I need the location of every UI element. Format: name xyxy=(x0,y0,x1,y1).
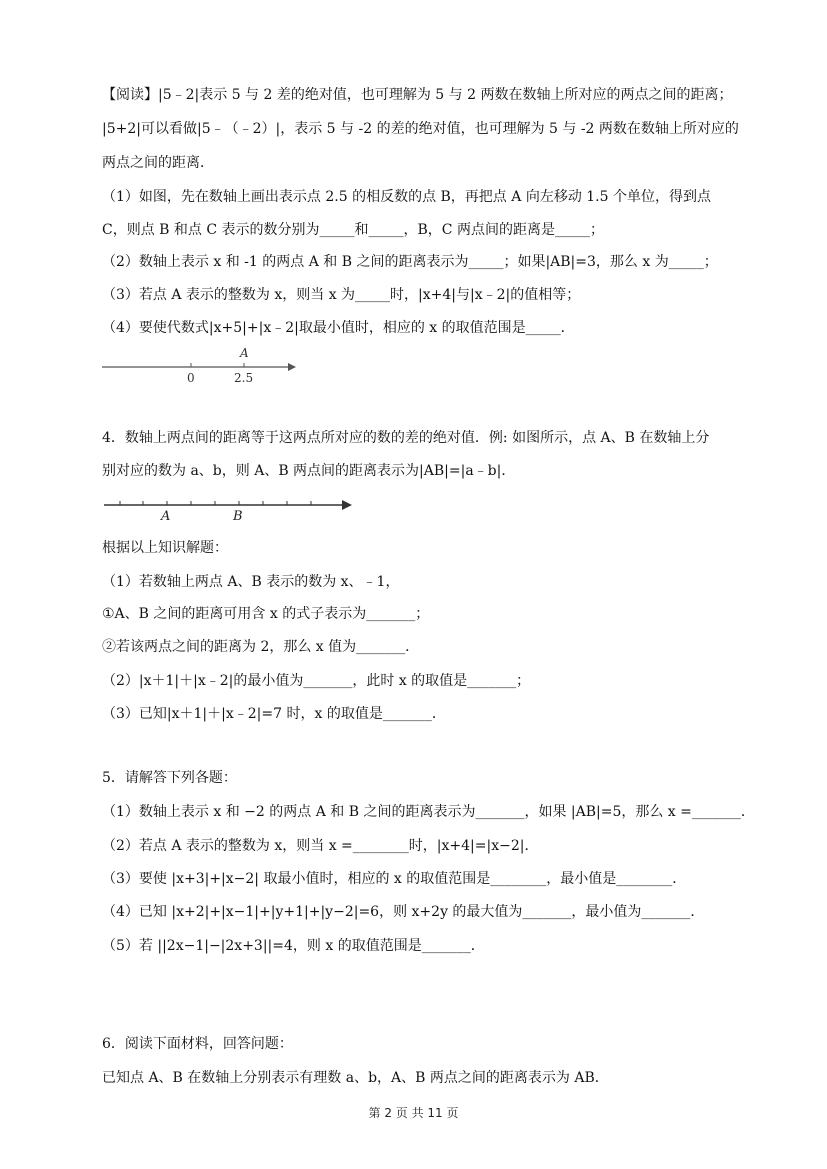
number-line-1-tick-0: 0 xyxy=(187,371,195,385)
problem4-line-1: 4．数轴上两点间的距离等于这两点所对应的数的差的绝对值．例: 如图所示，点 A、B 在数轴上分 xyxy=(102,430,710,446)
problem4-question-1: （1）若数轴上两点 A、B 表示的数为 x、﹣1， xyxy=(102,574,400,590)
problem6-line-1: 已知点 A、B 在数轴上分别表示有理数 a、b，A、B 两点之间的距离表示为 AB． xyxy=(102,1070,609,1086)
reading-question-3: （3）若点 A 表示的整数为 x，则当 x 为_____时，|x+4|与|x﹣2|的值相等； xyxy=(102,287,581,303)
problem4-question-2: （2）|x＋1|＋|x﹣2|的最小值为_______，此时 x 的取值是_______； xyxy=(102,673,531,689)
problem4-question-1-2: ②若该两点之间的距离为 2，那么 x 值为_______． xyxy=(102,639,420,655)
problem5-title: 5．请解答下列各题： xyxy=(102,770,237,786)
reading-line-2: |5+2|可以看做|5﹣（﹣2）|，表示 5 与 -2 的差的绝对值，也可理解为 5 与 -2 两数在数轴上所对应的 xyxy=(102,121,739,137)
problem4-line-3: 根据以上知识解题： xyxy=(102,540,228,556)
number-line-2 xyxy=(100,495,360,525)
reading-line-3: 两点之间的距离． xyxy=(102,155,214,171)
reading-question-1a: （1）如图，先在数轴上画出表示点 2.5 的相反数的点 B，再把点 A 向左移动 1.5 个单位，得到点 xyxy=(102,189,711,205)
problem5-question-2: （2）若点 A 表示的整数为 x，则当 x =________时，|x+4|=|x−2|． xyxy=(102,838,539,854)
problem4-question-1-1: ①A、B 之间的距离可用含 x 的式子表示为_______； xyxy=(102,606,430,622)
problem5-question-5: （5）若 ||2x−1|−|2x+3||=4，则 x 的取值范围是_______． xyxy=(102,938,485,954)
problem4-line-2: 别对应的数为 a、b，则 A、B 两点间的距离表示为|AB|=|a﹣b|． xyxy=(102,463,516,479)
reading-line-1: 【阅读】|5﹣2|表示 5 与 2 差的绝对值，也可理解为 5 与 2 两数在数轴上所对应的两点之间的距离； xyxy=(102,87,733,103)
number-line-1-tick-2-5: 2.5 xyxy=(234,371,254,385)
problem4-question-3: （3）已知|x＋1|＋|x﹣2|=7 时，x 的取值是_______． xyxy=(102,706,446,722)
reading-question-2: （2）数轴上表示 x 和 -1 的两点 A 和 B 之间的距离表示为_____；如果|AB|=3，那么 x 为_____； xyxy=(102,254,718,270)
page-footer: 第 2 页 共 11 页 xyxy=(368,1106,459,1120)
problem5-question-1: （1）数轴上表示 x 和 −2 的两点 A 和 B 之间的距离表示为_______，如果 |AB|=5，那么 x =_______． xyxy=(102,804,755,820)
number-line-1 xyxy=(100,345,300,387)
reading-question-4: （4）要使代数式|x+5|+|x﹣2|取最小值时，相应的 x 的取值范围是_____． xyxy=(102,320,575,336)
number-line-1-label-a: A xyxy=(240,346,249,360)
number-line-2-label-a: A xyxy=(161,509,171,524)
reading-question-1b: C，则点 B 和点 C 表示的数分别为_____和_____，B，C 两点间的距离是_____； xyxy=(102,222,604,238)
problem5-question-3: （3）要使 |x+3|+|x−2| 取最小值时，相应的 x 的取值范围是________，最小值是________． xyxy=(102,871,687,887)
number-line-2-label-b: B xyxy=(233,509,243,524)
problem6-title: 6．阅读下面材料，回答问题： xyxy=(102,1036,293,1052)
problem5-question-4: （4）已知 |x+2|+|x−1|+|y+1|+|y−2|=6，则 x+2y 的最大值为_______，最小值为_______． xyxy=(102,904,705,920)
